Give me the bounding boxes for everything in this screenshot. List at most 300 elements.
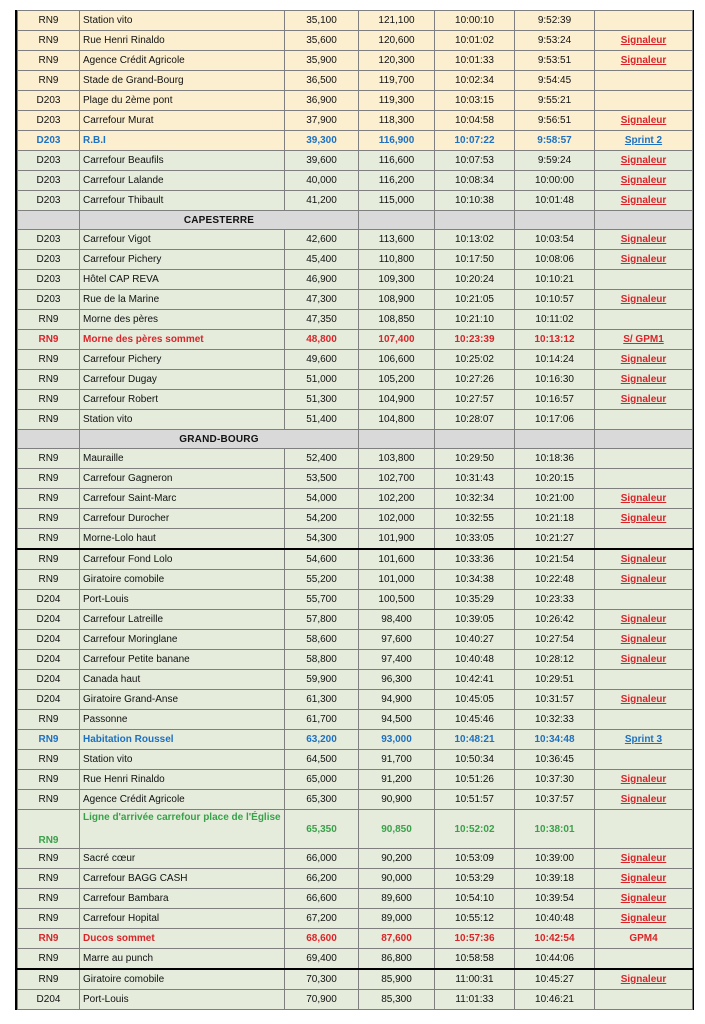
time-slow-schedule-cell: 10:53:29 (435, 869, 515, 889)
signal-marker-cell: Signaleur (595, 191, 693, 211)
time-fast-schedule-cell: 10:08:06 (515, 250, 595, 270)
road-cell: RN9 (18, 489, 80, 509)
table-row (18, 250, 693, 270)
distance-from-start-cell: 69,400 (285, 949, 359, 970)
distance-to-finish-cell: 90,900 (359, 790, 435, 810)
distance-from-start-cell: 68,600 (285, 929, 359, 949)
distance-from-start-cell: 37,900 (285, 111, 359, 131)
time-fast-schedule-cell: 10:38:01 (515, 810, 595, 849)
time-slow-schedule-cell: 10:33:36 (435, 549, 515, 570)
time-slow-schedule-cell: 10:13:02 (435, 230, 515, 250)
table-row (18, 191, 693, 211)
road-cell: RN9 (18, 330, 80, 350)
distance-to-finish-cell: 108,850 (359, 310, 435, 330)
road-cell: D203 (18, 171, 80, 191)
time-fast-schedule-cell: 9:59:24 (515, 151, 595, 171)
distance-to-finish-cell: 85,300 (359, 990, 435, 1010)
place-name-cell: Carrefour Moringlane (80, 630, 285, 650)
distance-to-finish-cell: 110,800 (359, 250, 435, 270)
distance-from-start-cell: 36,500 (285, 71, 359, 91)
section-label: CAPESTERRE (80, 211, 359, 230)
table-row (18, 790, 693, 810)
distance-to-finish-cell: 86,800 (359, 949, 435, 970)
signal-marker-cell: Signaleur (595, 51, 693, 71)
distance-from-start-cell: 61,700 (285, 710, 359, 730)
signal-marker-cell: Signaleur (595, 151, 693, 171)
place-name-cell: Carrefour Dugay (80, 370, 285, 390)
road-cell: RN9 (18, 570, 80, 590)
distance-to-finish-cell: 106,600 (359, 350, 435, 370)
distance-from-start-cell: 66,000 (285, 849, 359, 869)
distance-to-finish-cell: 96,300 (359, 670, 435, 690)
place-name-cell: Hôtel CAP REVA (80, 270, 285, 290)
time-slow-schedule-cell: 10:32:34 (435, 489, 515, 509)
time-slow-schedule-cell: 10:27:26 (435, 370, 515, 390)
road-cell: D204 (18, 630, 80, 650)
distance-to-finish-cell: 113,600 (359, 230, 435, 250)
distance-from-start-cell: 53,500 (285, 469, 359, 489)
distance-to-finish-cell: 90,850 (359, 810, 435, 849)
distance-to-finish-cell: 104,900 (359, 390, 435, 410)
distance-from-start-cell: 65,350 (285, 810, 359, 849)
time-fast-schedule-cell: 10:34:48 (515, 730, 595, 750)
distance-to-finish-cell: 94,500 (359, 710, 435, 730)
table-row (18, 449, 693, 469)
road-cell: D203 (18, 131, 80, 151)
time-fast-schedule-cell: 10:16:30 (515, 370, 595, 390)
time-slow-schedule-cell: 10:33:05 (435, 529, 515, 550)
time-fast-schedule-cell: 10:21:18 (515, 509, 595, 529)
table-row (18, 489, 693, 509)
sprint-marker-cell: Sprint 3 (595, 730, 693, 750)
time-slow-schedule-cell: 10:07:22 (435, 131, 515, 151)
road-cell: RN9 (18, 410, 80, 430)
road-cell: D204 (18, 670, 80, 690)
road-cell: RN9 (18, 810, 80, 849)
road-cell: RN9 (18, 790, 80, 810)
distance-from-start-cell: 55,200 (285, 570, 359, 590)
road-cell: RN9 (18, 909, 80, 929)
time-fast-schedule-cell: 10:11:02 (515, 310, 595, 330)
distance-from-start-cell: 47,350 (285, 310, 359, 330)
distance-to-finish-cell: 107,400 (359, 330, 435, 350)
distance-to-finish-cell: 101,000 (359, 570, 435, 590)
time-fast-schedule-cell: 10:27:54 (515, 630, 595, 650)
distance-from-start-cell: 41,200 (285, 191, 359, 211)
distance-to-finish-cell: 116,900 (359, 131, 435, 151)
note-cell (595, 449, 693, 469)
signal-marker-cell: Signaleur (595, 790, 693, 810)
place-name-cell: Rue Henri Rinaldo (80, 770, 285, 790)
table-row (18, 690, 693, 710)
distance-from-start-cell: 55,700 (285, 590, 359, 610)
time-slow-schedule-cell: 10:27:57 (435, 390, 515, 410)
table-row (18, 11, 693, 31)
distance-to-finish-cell: 98,400 (359, 610, 435, 630)
signal-marker-cell: Signaleur (595, 230, 693, 250)
place-name-cell: Carrefour Lalande (80, 171, 285, 191)
time-fast-schedule-cell: 9:53:51 (515, 51, 595, 71)
signal-marker-cell: Signaleur (595, 350, 693, 370)
distance-to-finish-cell: 100,500 (359, 590, 435, 610)
place-name-cell: Carrefour Hopital (80, 909, 285, 929)
table-row (18, 410, 693, 430)
distance-from-start-cell: 47,300 (285, 290, 359, 310)
time-slow-schedule-cell: 11:00:31 (435, 969, 515, 990)
distance-to-finish-cell: 118,300 (359, 111, 435, 131)
place-name-cell: Carrefour Murat (80, 111, 285, 131)
distance-to-finish-cell: 85,900 (359, 969, 435, 990)
time-fast-schedule-cell: 10:32:33 (515, 710, 595, 730)
distance-to-finish-cell: 101,900 (359, 529, 435, 550)
table-row (18, 469, 693, 489)
table-row (18, 630, 693, 650)
distance-from-start-cell: 51,400 (285, 410, 359, 430)
signal-marker-cell: Signaleur (595, 690, 693, 710)
distance-from-start-cell: 63,200 (285, 730, 359, 750)
time-fast-schedule-cell: 9:54:45 (515, 71, 595, 91)
time-fast-schedule-cell: 10:37:30 (515, 770, 595, 790)
table-row (18, 849, 693, 869)
distance-to-finish-cell: 104,800 (359, 410, 435, 430)
distance-to-finish-cell: 102,700 (359, 469, 435, 489)
signal-marker-cell: Signaleur (595, 549, 693, 570)
distance-to-finish-cell: 121,100 (359, 11, 435, 31)
distance-from-start-cell: 61,300 (285, 690, 359, 710)
time-fast-schedule-cell: 9:56:51 (515, 111, 595, 131)
note-cell (595, 529, 693, 550)
distance-from-start-cell: 46,900 (285, 270, 359, 290)
note-cell (595, 750, 693, 770)
signal-marker-cell: Signaleur (595, 489, 693, 509)
section-spacer (595, 430, 693, 449)
road-cell: D203 (18, 290, 80, 310)
place-name-cell: Rue de la Marine (80, 290, 285, 310)
time-slow-schedule-cell: 10:34:38 (435, 570, 515, 590)
place-name-cell: Ligne d'arrivée carrefour place de l'Église (80, 810, 285, 849)
road-cell: D203 (18, 91, 80, 111)
time-fast-schedule-cell: 10:10:21 (515, 270, 595, 290)
time-slow-schedule-cell: 10:28:07 (435, 410, 515, 430)
distance-from-start-cell: 51,000 (285, 370, 359, 390)
table-row (18, 111, 693, 131)
time-fast-schedule-cell: 10:28:12 (515, 650, 595, 670)
place-name-cell: Ducos sommet (80, 929, 285, 949)
place-name-cell: Carrefour Pichery (80, 350, 285, 370)
time-slow-schedule-cell: 10:21:10 (435, 310, 515, 330)
time-fast-schedule-cell: 10:29:51 (515, 670, 595, 690)
distance-from-start-cell: 54,000 (285, 489, 359, 509)
place-name-cell: Sacré cœur (80, 849, 285, 869)
time-fast-schedule-cell: 9:52:39 (515, 11, 595, 31)
distance-to-finish-cell: 89,600 (359, 889, 435, 909)
time-slow-schedule-cell: 10:20:24 (435, 270, 515, 290)
road-cell: RN9 (18, 929, 80, 949)
time-slow-schedule-cell: 10:25:02 (435, 350, 515, 370)
time-fast-schedule-cell: 10:39:18 (515, 869, 595, 889)
note-cell (595, 270, 693, 290)
distance-to-finish-cell: 115,000 (359, 191, 435, 211)
place-name-cell: Carrefour Petite banane (80, 650, 285, 670)
distance-to-finish-cell: 90,000 (359, 869, 435, 889)
place-name-cell: Carrefour Durocher (80, 509, 285, 529)
road-cell: D203 (18, 111, 80, 131)
distance-from-start-cell: 54,300 (285, 529, 359, 550)
time-slow-schedule-cell: 10:57:36 (435, 929, 515, 949)
distance-to-finish-cell: 116,200 (359, 171, 435, 191)
table-row (18, 350, 693, 370)
place-name-cell: Carrefour BAGG CASH (80, 869, 285, 889)
time-fast-schedule-cell: 10:03:54 (515, 230, 595, 250)
table-row (18, 990, 693, 1010)
time-fast-schedule-cell: 9:53:24 (515, 31, 595, 51)
distance-from-start-cell: 67,200 (285, 909, 359, 929)
distance-to-finish-cell: 89,000 (359, 909, 435, 929)
signal-marker-cell: Signaleur (595, 650, 693, 670)
distance-to-finish-cell: 91,700 (359, 750, 435, 770)
table-row (18, 730, 693, 750)
signal-marker-cell: GPM4 (595, 929, 693, 949)
time-fast-schedule-cell: 10:13:12 (515, 330, 595, 350)
note-cell (595, 410, 693, 430)
note-cell (595, 710, 693, 730)
distance-from-start-cell: 35,100 (285, 11, 359, 31)
section-header-row (18, 430, 693, 449)
distance-from-start-cell: 48,800 (285, 330, 359, 350)
section-spacer (359, 430, 435, 449)
time-fast-schedule-cell: 10:20:15 (515, 469, 595, 489)
time-slow-schedule-cell: 10:31:43 (435, 469, 515, 489)
note-cell (595, 949, 693, 970)
road-cell: RN9 (18, 350, 80, 370)
distance-from-start-cell: 65,000 (285, 770, 359, 790)
distance-to-finish-cell: 91,200 (359, 770, 435, 790)
distance-from-start-cell: 58,600 (285, 630, 359, 650)
distance-from-start-cell: 39,300 (285, 131, 359, 151)
place-name-cell: Passonne (80, 710, 285, 730)
road-cell: D203 (18, 230, 80, 250)
table-row (18, 370, 693, 390)
note-cell (595, 469, 693, 489)
place-name-cell: Carrefour Thibault (80, 191, 285, 211)
time-slow-schedule-cell: 10:00:10 (435, 11, 515, 31)
table-row (18, 310, 693, 330)
time-fast-schedule-cell: 10:21:27 (515, 529, 595, 550)
road-cell: RN9 (18, 71, 80, 91)
signal-marker-cell: Signaleur (595, 849, 693, 869)
time-fast-schedule-cell: 10:40:48 (515, 909, 595, 929)
sprint-marker-cell: Sprint 2 (595, 131, 693, 151)
time-slow-schedule-cell: 10:50:34 (435, 750, 515, 770)
road-cell: RN9 (18, 449, 80, 469)
time-slow-schedule-cell: 10:01:02 (435, 31, 515, 51)
road-cell: RN9 (18, 51, 80, 71)
time-slow-schedule-cell: 10:10:38 (435, 191, 515, 211)
section-spacer (435, 211, 515, 230)
place-name-cell: Agence Crédit Agricole (80, 790, 285, 810)
table-row (18, 590, 693, 610)
table-row (18, 670, 693, 690)
time-fast-schedule-cell: 10:22:48 (515, 570, 595, 590)
place-name-cell: Giratoire Grand-Anse (80, 690, 285, 710)
time-fast-schedule-cell: 10:39:54 (515, 889, 595, 909)
time-slow-schedule-cell: 10:01:33 (435, 51, 515, 71)
distance-from-start-cell: 54,600 (285, 549, 359, 570)
time-fast-schedule-cell: 10:37:57 (515, 790, 595, 810)
note-cell (595, 990, 693, 1010)
place-name-cell: Mauraille (80, 449, 285, 469)
signal-marker-cell: Signaleur (595, 610, 693, 630)
signal-marker-cell: Signaleur (595, 111, 693, 131)
place-name-cell: Carrefour Bambara (80, 889, 285, 909)
time-slow-schedule-cell: 10:29:50 (435, 449, 515, 469)
place-name-cell: Carrefour Saint-Marc (80, 489, 285, 509)
distance-to-finish-cell: 97,600 (359, 630, 435, 650)
signal-marker-cell: Signaleur (595, 31, 693, 51)
distance-to-finish-cell: 94,900 (359, 690, 435, 710)
section-spacer (515, 430, 595, 449)
distance-to-finish-cell: 97,400 (359, 650, 435, 670)
signal-marker-cell: Signaleur (595, 869, 693, 889)
place-name-cell: Canada haut (80, 670, 285, 690)
time-slow-schedule-cell: 10:17:50 (435, 250, 515, 270)
place-name-cell: Carrefour Latreille (80, 610, 285, 630)
note-cell (595, 91, 693, 111)
time-fast-schedule-cell: 10:01:48 (515, 191, 595, 211)
time-fast-schedule-cell: 10:14:24 (515, 350, 595, 370)
time-fast-schedule-cell: 10:39:00 (515, 849, 595, 869)
road-cell: RN9 (18, 849, 80, 869)
road-cell: D204 (18, 610, 80, 630)
place-name-cell: Port-Louis (80, 990, 285, 1010)
place-name-cell: Stade de Grand-Bourg (80, 71, 285, 91)
note-cell (595, 670, 693, 690)
distance-to-finish-cell: 105,200 (359, 370, 435, 390)
table-row (18, 889, 693, 909)
road-cell: D203 (18, 191, 80, 211)
table-row (18, 390, 693, 410)
note-cell (595, 310, 693, 330)
road-cell: D203 (18, 250, 80, 270)
time-slow-schedule-cell: 10:54:10 (435, 889, 515, 909)
place-name-cell: Station vito (80, 750, 285, 770)
section-spacer (515, 211, 595, 230)
time-fast-schedule-cell: 10:23:33 (515, 590, 595, 610)
place-name-cell: R.B.I (80, 131, 285, 151)
time-fast-schedule-cell: 10:18:36 (515, 449, 595, 469)
table-row (18, 610, 693, 630)
distance-from-start-cell: 35,600 (285, 31, 359, 51)
time-slow-schedule-cell: 10:21:05 (435, 290, 515, 310)
distance-from-start-cell: 70,900 (285, 990, 359, 1010)
table-row (18, 31, 693, 51)
distance-from-start-cell: 59,900 (285, 670, 359, 690)
signal-marker-cell: Signaleur (595, 290, 693, 310)
section-spacer (18, 430, 80, 449)
time-fast-schedule-cell: 10:21:00 (515, 489, 595, 509)
distance-from-start-cell: 66,600 (285, 889, 359, 909)
road-cell: RN9 (18, 869, 80, 889)
time-slow-schedule-cell: 10:08:34 (435, 171, 515, 191)
distance-to-finish-cell: 120,300 (359, 51, 435, 71)
time-fast-schedule-cell: 10:44:06 (515, 949, 595, 970)
time-slow-schedule-cell: 10:02:34 (435, 71, 515, 91)
signal-marker-cell: Signaleur (595, 909, 693, 929)
time-slow-schedule-cell: 10:04:58 (435, 111, 515, 131)
signal-marker-cell: Signaleur (595, 250, 693, 270)
note-cell (595, 71, 693, 91)
place-name-cell: Rue Henri Rinaldo (80, 31, 285, 51)
distance-to-finish-cell: 103,800 (359, 449, 435, 469)
road-cell: RN9 (18, 310, 80, 330)
table-row (18, 51, 693, 71)
time-slow-schedule-cell: 10:39:05 (435, 610, 515, 630)
distance-from-start-cell: 42,600 (285, 230, 359, 250)
distance-to-finish-cell: 102,000 (359, 509, 435, 529)
table-row (18, 171, 693, 191)
table-row (18, 151, 693, 171)
table-row (18, 929, 693, 949)
road-cell: RN9 (18, 730, 80, 750)
place-name-cell: Plage du 2ème pont (80, 91, 285, 111)
time-fast-schedule-cell: 10:42:54 (515, 929, 595, 949)
table-row (18, 909, 693, 929)
table-row (18, 770, 693, 790)
table-row (18, 91, 693, 111)
time-slow-schedule-cell: 10:48:21 (435, 730, 515, 750)
place-name-cell: Carrefour Gagneron (80, 469, 285, 489)
time-slow-schedule-cell: 10:23:39 (435, 330, 515, 350)
note-cell (595, 11, 693, 31)
signal-marker-cell: Signaleur (595, 390, 693, 410)
road-cell: RN9 (18, 31, 80, 51)
road-cell: D204 (18, 990, 80, 1010)
time-fast-schedule-cell: 10:17:06 (515, 410, 595, 430)
distance-from-start-cell: 40,000 (285, 171, 359, 191)
signal-marker-cell: Signaleur (595, 889, 693, 909)
road-cell: RN9 (18, 889, 80, 909)
time-slow-schedule-cell: 10:52:02 (435, 810, 515, 849)
place-name-cell: Carrefour Vigot (80, 230, 285, 250)
distance-from-start-cell: 70,300 (285, 969, 359, 990)
road-cell: RN9 (18, 750, 80, 770)
time-slow-schedule-cell: 10:45:05 (435, 690, 515, 710)
distance-to-finish-cell: 109,300 (359, 270, 435, 290)
road-cell: RN9 (18, 549, 80, 570)
table-row (18, 810, 693, 849)
place-name-cell: Carrefour Pichery (80, 250, 285, 270)
distance-to-finish-cell: 116,600 (359, 151, 435, 171)
road-cell: D204 (18, 690, 80, 710)
road-cell: RN9 (18, 770, 80, 790)
time-fast-schedule-cell: 10:36:45 (515, 750, 595, 770)
distance-to-finish-cell: 119,300 (359, 91, 435, 111)
table-row (18, 750, 693, 770)
distance-from-start-cell: 58,800 (285, 650, 359, 670)
section-spacer (18, 211, 80, 230)
time-slow-schedule-cell: 10:07:53 (435, 151, 515, 171)
distance-to-finish-cell: 101,600 (359, 549, 435, 570)
place-name-cell: Carrefour Beaufils (80, 151, 285, 171)
table-row (18, 949, 693, 970)
road-cell: RN9 (18, 509, 80, 529)
signal-marker-cell: S/ GPM1 (595, 330, 693, 350)
place-name-cell: Carrefour Robert (80, 390, 285, 410)
road-cell: D204 (18, 650, 80, 670)
time-fast-schedule-cell: 10:16:57 (515, 390, 595, 410)
time-fast-schedule-cell: 10:00:00 (515, 171, 595, 191)
distance-from-start-cell: 35,900 (285, 51, 359, 71)
